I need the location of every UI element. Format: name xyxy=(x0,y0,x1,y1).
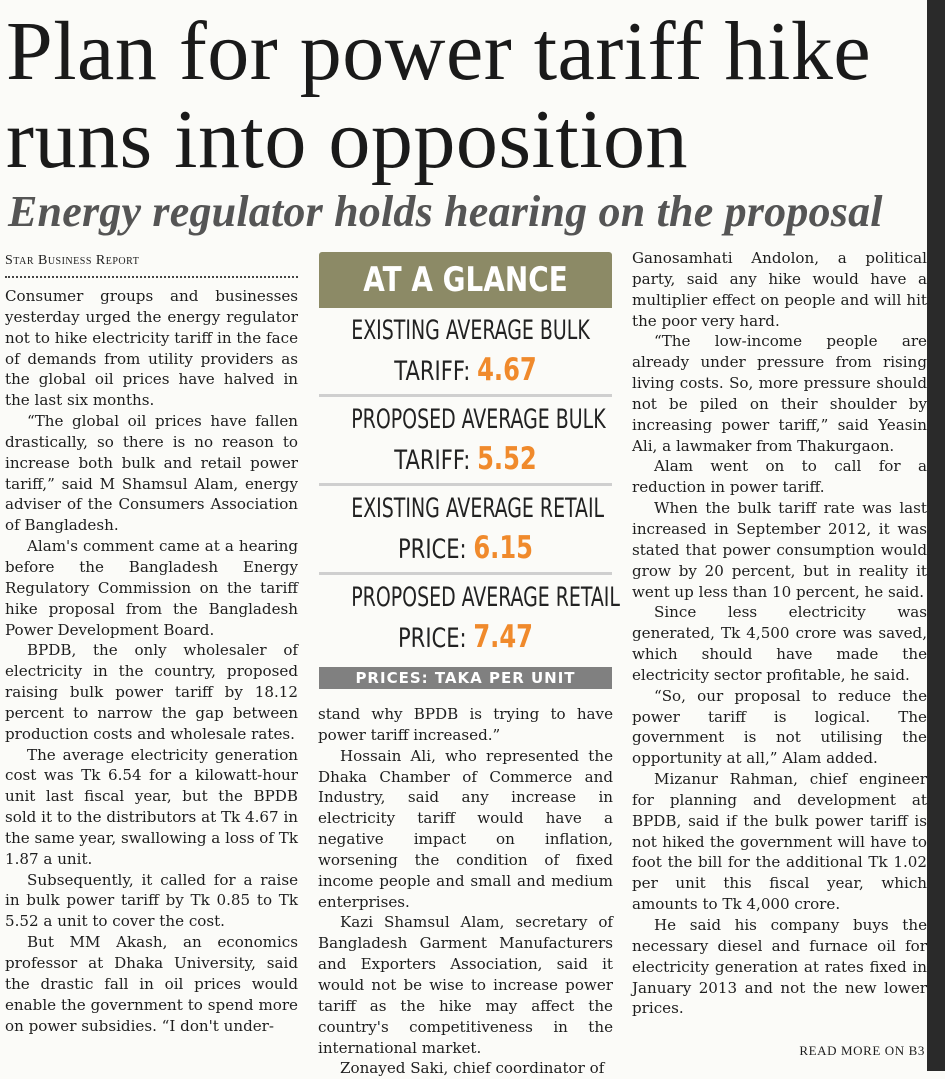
stat-label: EXISTING AVERAGE BULK xyxy=(351,315,590,346)
stat-value: 5.52 xyxy=(477,441,537,477)
glance-stat xyxy=(319,575,620,661)
headline xyxy=(6,5,926,186)
paragraph: “The global oil prices have fallen drastically, so there is no reason to increase both bulk and retail power tariff,” said M Shamsul Alam, energy adviser of the Consumers Association of Bangladesh. xyxy=(5,412,298,535)
stat-value: 7.47 xyxy=(473,619,534,655)
paragraph: Ganosamhati Andolon, a political party, said any hike would have a multiplier effect on people and will hit the poor very hard. xyxy=(632,249,927,330)
paragraph: He said his company buys the necessary diesel and furnace oil for electricity generation at rates fixed in January 2013 and not the new lower prices. xyxy=(632,916,927,1018)
paragraph: Mizanur Rahman, chief engineer for planning and development at BPDB, said if the bulk power tariff is not hiked the government will have to foot the bill for the additional Tk 1.02 per unit this fiscal year, which amounts to Tk 4,000 crore. xyxy=(632,770,927,914)
stat-label-suffix: PRICE: xyxy=(397,534,467,565)
paragraph: Alam went on to call for a reduction in power tariff. xyxy=(632,457,927,497)
page-edge-strip xyxy=(927,0,945,1071)
paragraph: Subsequently, it called for a raise in bulk power tariff by Tk 0.85 to Tk 5.52 a unit to cover the cost. xyxy=(5,870,298,931)
stat-label-suffix: TARIFF: xyxy=(394,356,471,387)
paragraph: Zonayed Saki, chief coordinator of xyxy=(340,1059,605,1078)
at-a-glance-box xyxy=(319,252,620,689)
paragraph: “The low-income people are already under pressure from rising living costs. So, more pressure should not be piled on their shoulder by increasing power tariff,” said Yeasin Ali, a lawmaker from Thakurgaon. xyxy=(632,332,927,455)
column-2 xyxy=(318,704,613,1079)
stat-label: PROPOSED AVERAGE BULK xyxy=(351,404,606,435)
paragraph: The average electricity generation cost was Tk 6.54 for a kilowatt-hour unit last fiscal year, but the BPDB sold it to the distributors at Tk 4.67 in the same year, swallowing a loss of Tk 1.87 a unit. xyxy=(5,745,298,868)
paragraph: Kazi Shamsul Alam, secretary of Bangladesh Garment Manufacturers and Exporters Association, said it would not be wise to increase power tariff as the hike may affect the country's competitiveness in the international market. xyxy=(318,913,613,1057)
deck-subheadline: Energy regulator holds hearing on the proposal xyxy=(8,187,883,236)
stat-label-suffix: PRICE: xyxy=(397,623,467,654)
paragraph: Consumer groups and businesses yesterday urged the energy regulator not to hike electricity tariff in the face of demands from utility providers as the global oil prices have halved in the last six months. xyxy=(5,287,298,410)
glance-stat xyxy=(319,397,612,486)
headline-line-2: runs into opposition xyxy=(6,93,689,186)
glance-stat xyxy=(319,486,612,575)
glance-title-bar xyxy=(319,252,612,308)
byline-divider xyxy=(5,276,298,278)
paragraph: BPDB, the only wholesaler of electricity in the country, proposed raising bulk power tariff by 18.12 percent to narrow the gap between production costs and wholesale rates. xyxy=(5,641,298,743)
stat-label: PROPOSED AVERAGE RETAIL xyxy=(351,582,620,613)
headline-line-1: Plan for power tariff hike xyxy=(6,5,872,98)
stat-label: EXISTING AVERAGE RETAIL xyxy=(351,493,605,524)
paragraph: Alam's comment came at a hearing before the Bangladesh Energy Regulatory Commission on the tariff hike proposal from the Bangladesh Power Development Board. xyxy=(5,537,298,639)
paragraph: When the bulk tariff rate was last increased in September 2012, it was stated that power consumption would grow by 20 percent, but in reality it went up less than 10 percent, he said. xyxy=(632,499,927,601)
column-3 xyxy=(632,248,927,1019)
paragraph: “So, our proposal to reduce the power tariff is logical. The government is not utilising the opportunity at all,” Alam added. xyxy=(632,686,927,768)
glance-title: AT A GLANCE xyxy=(345,252,585,308)
paragraph: Hossain Ali, who represented the Dhaka Chamber of Commerce and Industry, said any increase in electricity tariff would have a negative impact on inflation, worsening the condition of fixed income people and small and medium enterprises. xyxy=(318,746,613,911)
paragraph: stand why BPDB is trying to have power tariff increased.” xyxy=(318,705,613,744)
paragraph: Since less electricity was generated, Tk 4,500 crore was saved, which should have made the electricity sector profitable, he said. xyxy=(632,603,927,684)
stat-value: 4.67 xyxy=(477,352,537,388)
read-more-link[interactable]: READ MORE ON B3 xyxy=(799,1043,925,1058)
column-1 xyxy=(5,252,298,1036)
glance-stat xyxy=(319,308,612,397)
byline: Star Business Report xyxy=(5,253,140,268)
stat-value: 6.15 xyxy=(473,530,534,566)
paragraph: But MM Akash, an economics professor at Dhaka University, said the drastic fall in oil prices would enable the government to spend more on power subsidies. “I don't under- xyxy=(5,933,298,1035)
stat-label-suffix: TARIFF: xyxy=(394,445,471,476)
units-note: PRICES: TAKA PER UNIT xyxy=(319,667,612,689)
